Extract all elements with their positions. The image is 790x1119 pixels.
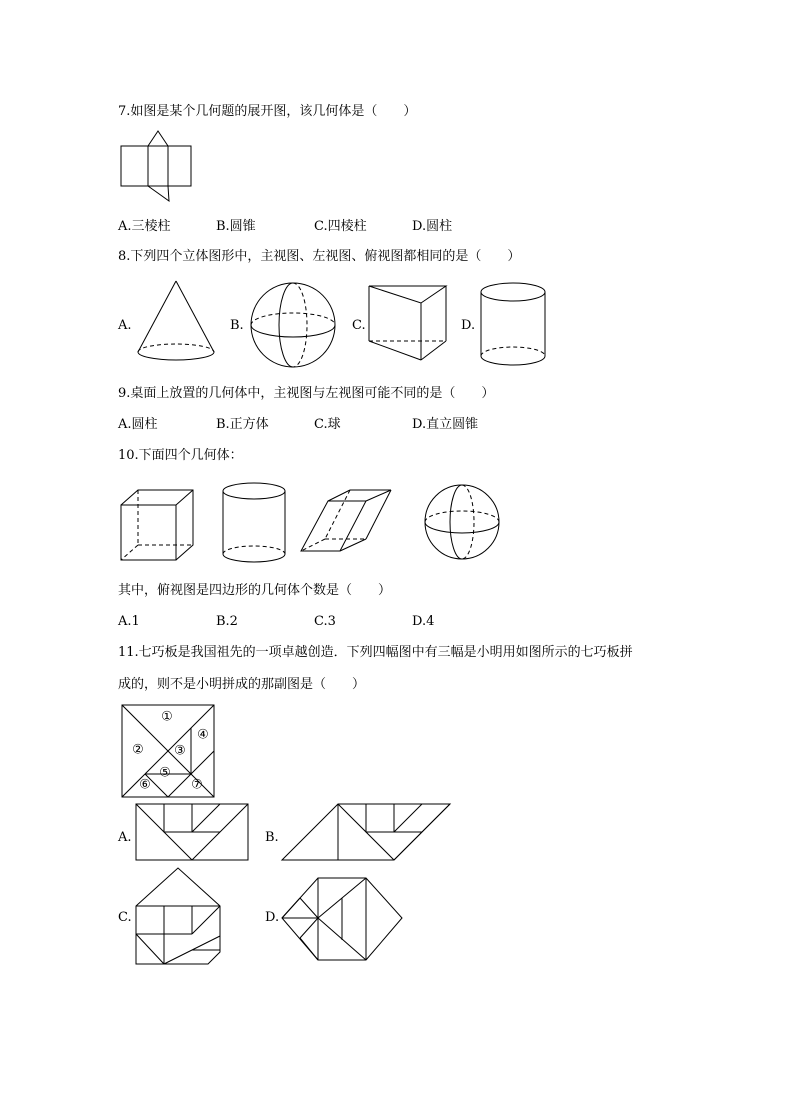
- triangular-prism-figure: [366, 283, 448, 363]
- q11-label-d[interactable]: D.: [265, 910, 280, 925]
- q9-option-c[interactable]: C.球: [314, 417, 341, 432]
- q11-stem-line1: 11.七巧板是我国祖先的一项卓越创造．下列四幅图中有三幅是小明用如图所示的七巧板拼: [118, 645, 633, 660]
- q10-stem: 10.下面四个几何体：: [118, 448, 243, 463]
- tangram-option-c-figure: [134, 866, 222, 966]
- q7-option-b[interactable]: B.圆锥: [216, 219, 256, 234]
- tangram-number-6: ⑥: [139, 777, 151, 793]
- cone-figure: [136, 278, 216, 364]
- tangram-number-3: ③: [174, 743, 186, 759]
- tangram-number-4: ④: [197, 727, 209, 743]
- sphere-figure: [249, 281, 339, 369]
- q9-option-d[interactable]: D.直立圆锥: [412, 417, 479, 432]
- tangram-number-5: ⑤: [159, 765, 171, 781]
- q8-label-c[interactable]: C.: [352, 318, 366, 333]
- cylinder-figure-q8: [478, 280, 548, 370]
- sphere-figure-q10: [422, 482, 502, 562]
- tangram-number-2: ②: [132, 742, 144, 758]
- q8-label-d[interactable]: D.: [461, 318, 476, 333]
- q10-option-b[interactable]: B.2: [216, 614, 238, 629]
- q11-label-c[interactable]: C.: [118, 910, 132, 925]
- cylinder-figure-q10: [220, 480, 288, 566]
- tangram-number-7: ⑦: [191, 777, 203, 793]
- q9-stem: 9.桌面上放置的几何体中，主视图与左视图可能不同的是（ ）: [118, 386, 495, 401]
- q7-option-a[interactable]: A.三棱柱: [118, 219, 171, 234]
- q7-stem: 7.如图是某个几何题的展开图，该几何体是（ ）: [118, 104, 417, 119]
- q9-option-b[interactable]: B.正方体: [216, 417, 269, 432]
- q8-stem: 8.下列四个立体图形中，主视图、左视图、俯视图都相同的是（ ）: [118, 249, 521, 264]
- slanted-prism-figure: [298, 487, 394, 555]
- cube-figure: [118, 487, 196, 565]
- q7-net-figure: [118, 128, 194, 204]
- tangram-option-d-figure: [280, 874, 404, 964]
- q10-option-c[interactable]: C.3: [314, 614, 336, 629]
- q11-stem-line2: 成的，则不是小明拼成的那副图是（ ）: [118, 677, 366, 692]
- q11-label-a[interactable]: A.: [118, 830, 132, 845]
- tangram-option-a-figure: [134, 802, 250, 862]
- tangram-option-b-figure: [280, 802, 452, 862]
- q7-option-d[interactable]: D.圆柱: [412, 219, 453, 234]
- q8-label-b[interactable]: B.: [230, 318, 244, 333]
- q10-option-a[interactable]: A.1: [118, 614, 140, 629]
- q7-option-c[interactable]: C.四棱柱: [314, 219, 367, 234]
- q9-option-a[interactable]: A.圆柱: [118, 417, 158, 432]
- q11-label-b[interactable]: B.: [265, 830, 279, 845]
- tangram-number-1: ①: [161, 709, 173, 725]
- q10-follow: 其中，俯视图是四边形的几何体个数是（ ）: [118, 583, 392, 598]
- q8-label-a[interactable]: A.: [118, 318, 132, 333]
- q10-option-d[interactable]: D.4: [412, 614, 435, 629]
- tangram-square-figure: [120, 703, 216, 799]
